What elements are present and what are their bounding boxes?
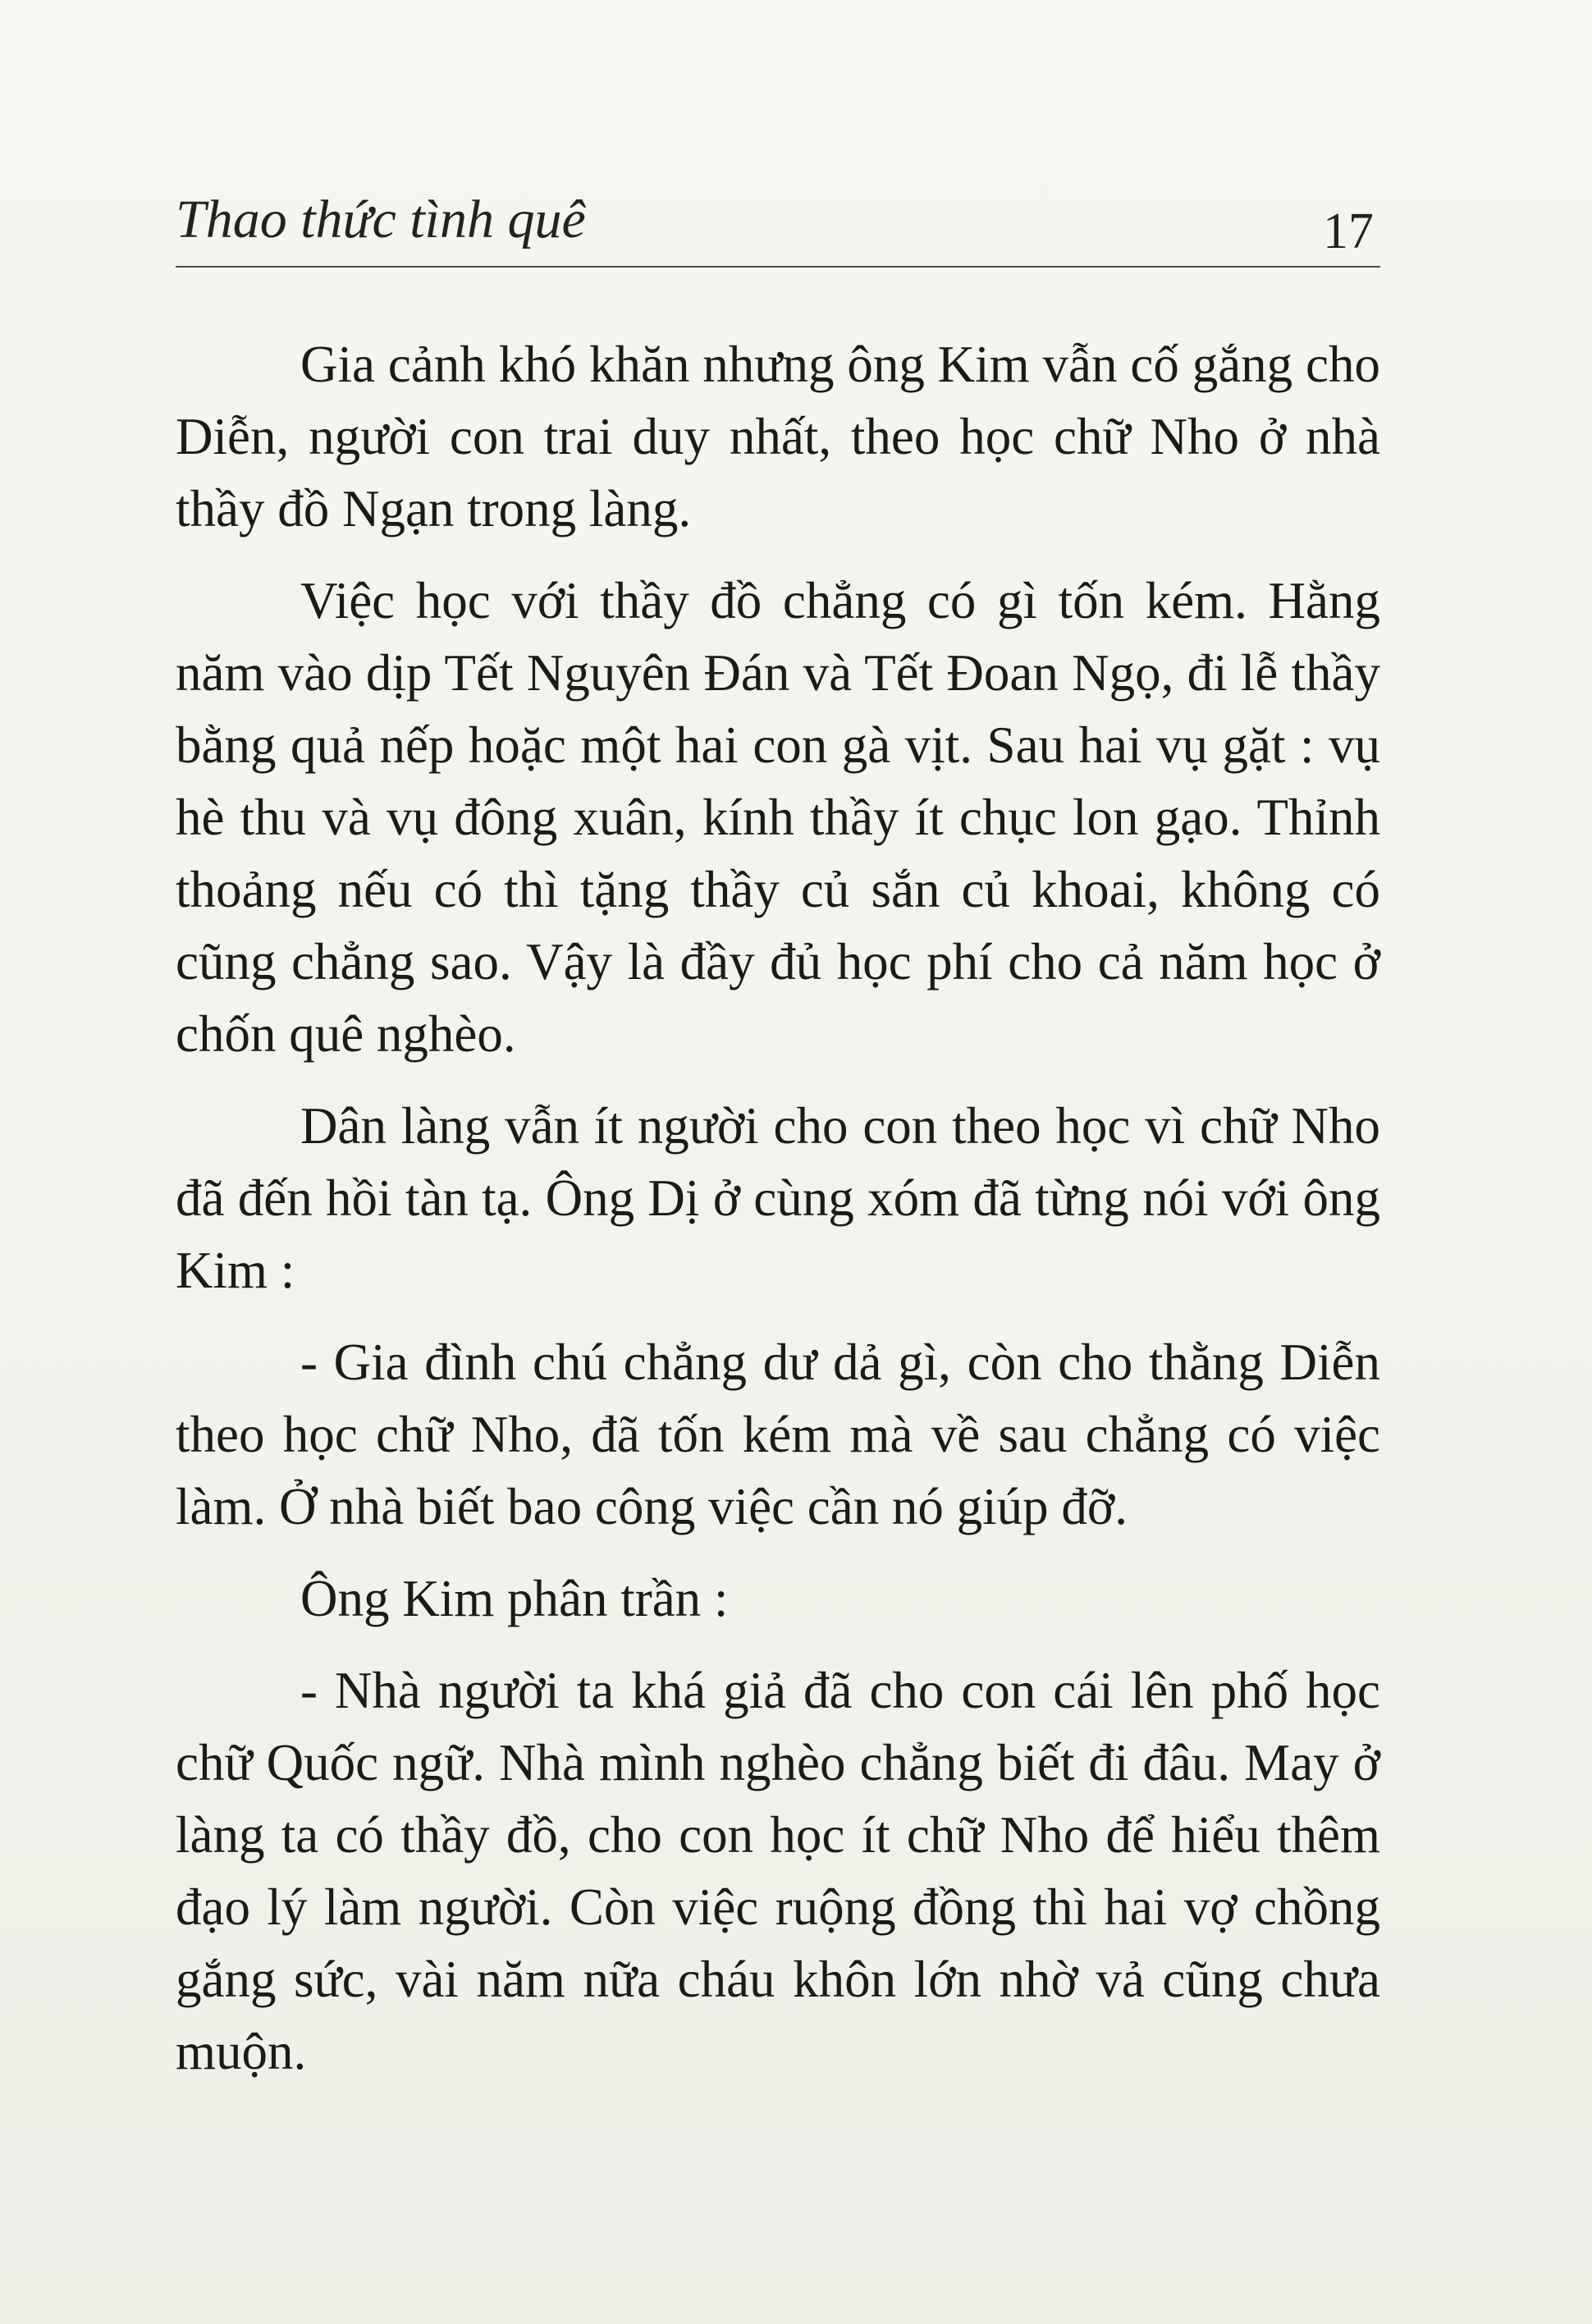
- page-number: 17: [1323, 204, 1374, 259]
- paragraph-5: Ông Kim phân trần :: [300, 1570, 729, 1627]
- paragraph-3: Dân làng vẫn ít người cho con theo học vì chữ Nho đã đến hồi tàn tạ. Ông Dị ở cùng xóm đã từng nói với ông Kim :: [176, 1097, 1380, 1299]
- page-header: [176, 187, 1380, 269]
- header-rule: [176, 266, 1380, 268]
- body-text: [176, 328, 1380, 2107]
- paragraph-6-dialogue: - Nhà người ta khá giả đã cho con cái lên phố học chữ Quốc ngữ. Nhà mình nghèo chẳng biết đi đâu. May ở làng ta có thầy đồ, cho con học ít chữ Nho để hiểu thêm đạo lý làm người. Còn việc ruộng đồng thì hai vợ chồng gắng sức, vài năm nữa cháu khôn lớn nhờ vả cũng chưa muộn.: [176, 1662, 1380, 2080]
- paragraph-2: Việc học với thầy đồ chẳng có gì tốn kém. Hằng năm vào dịp Tết Nguyên Đán và Tết Đoan Ngọ, đi lễ thầy bằng quả nếp hoặc một hai con gà vịt. Sau hai vụ gặt : vụ hè thu và vụ đông xuân, kính thầy ít chục lon gạo. Thỉnh thoảng nếu có thì tặng thầy củ sắn củ khoai, không có cũng chẳng sao. Vậy là đầy đủ học phí cho cả năm học ở chốn quê nghèo.: [176, 572, 1380, 1063]
- paragraph-1: Gia cảnh khó khăn nhưng ông Kim vẫn cố gắng cho Diễn, người con trai duy nhất, theo học chữ Nho ở nhà thầy đồ Ngạn trong làng.: [176, 336, 1380, 538]
- paragraph-4-dialogue: - Gia đình chú chẳng dư dả gì, còn cho thằng Diễn theo học chữ Nho, đã tốn kém mà về sau chẳng có việc làm. Ở nhà biết bao công việc cần nó giúp đỡ.: [176, 1334, 1380, 1535]
- running-title: Thao thức tình quê: [176, 190, 586, 249]
